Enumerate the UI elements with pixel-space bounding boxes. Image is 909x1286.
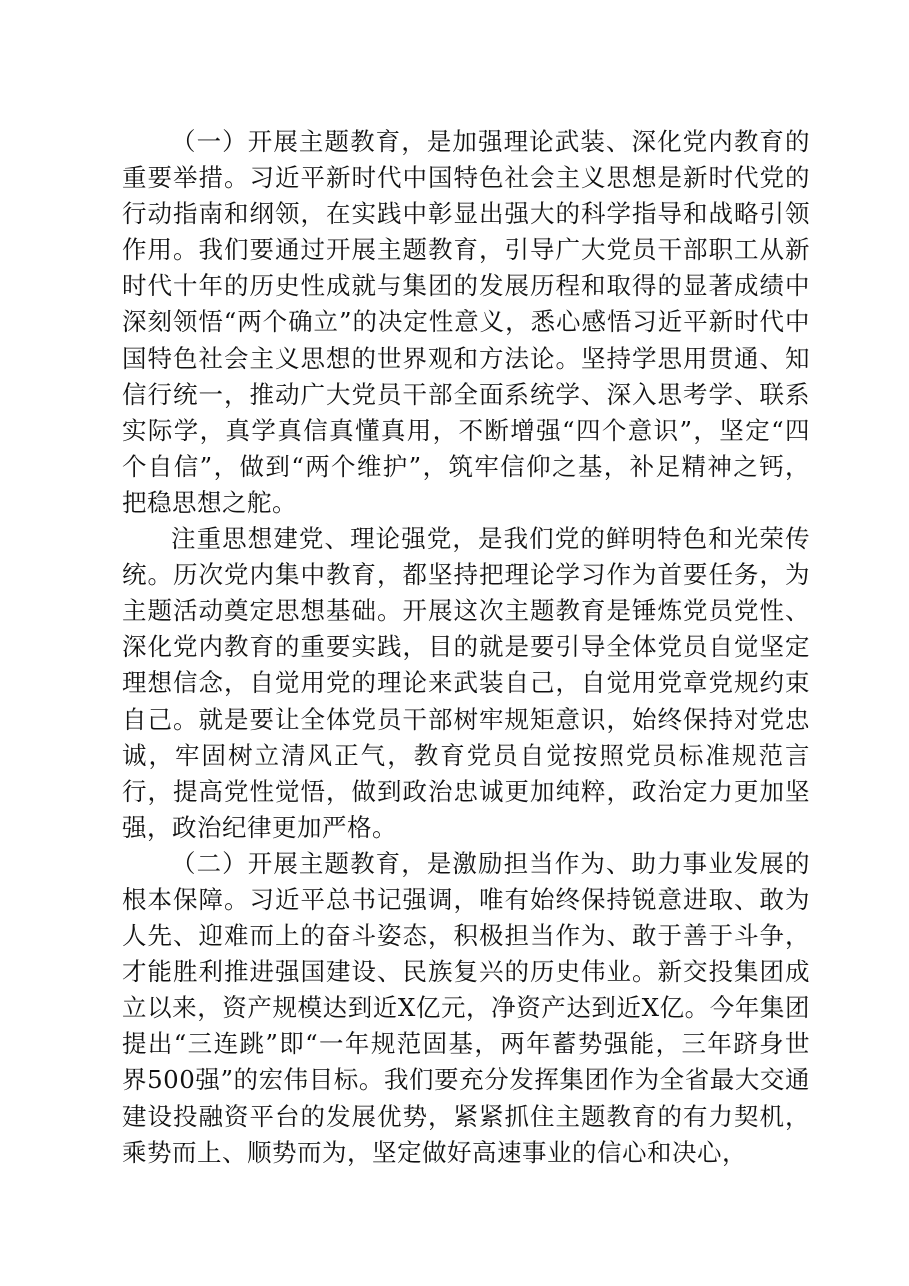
paragraph-section-two: （二）开展主题教育，是激励担当作为、助力事业发展的根本保障。习近平总书记强调，唯有始终保持锐意进取、敢为人先、迎难而上的奋斗姿态，积极担当作为、敢于善于斗争，才能胜利推进强国建设、民族复兴的历史伟业。新交投集团成立以来，资产规模达到近X亿元，净资产达到近X亿。今年集团提出“三连跳”即“一年规范固基，两年蓄势强能，三年跻身世界500强”的宏伟目标。我们要充分发挥集团作为全省最大交通建设投融资平台的发展优势，紧紧抓住主题教育的有力契机，乘势而上、顺势而为，坚定做好高速事业的信心和决心， (122, 848, 810, 1167)
document-body (122, 124, 810, 1171)
paragraph-theory: 注重思想建党、理论强党，是我们党的鲜明特色和光荣传统。历次党内集中教育，都坚持把理论学习作为首要任务，为主题活动奠定思想基础。开展这次主题教育是锤炼党员党性、深化党内教育的重要实践，目的就是要引导全体党员自觉坚定理想信念，自觉用党的理论来武装自己，自觉用党章党规约束自己。就是要让全体党员干部树牢规矩意识，始终保持对党忠诚，牢固树立清风正气，教育党员自觉按照党员标准规范言行，提高党性觉悟，做到政治忠诚更加纯粹，政治定力更加坚强，政治纪律更加严格。 (122, 524, 810, 842)
paragraph-section-one: （一）开展主题教育，是加强理论武装、深化党内教育的重要举措。习近平新时代中国特色社会主义思想是新时代党的行动指南和纲领，在实践中彰显出强大的科学指导和战略引领作用。我们要通过开展主题教育，引导广大党员干部职工从新时代十年的历史性成就与集团的发展历程和取得的显著成绩中深刻领悟“两个确立”的决定性意义，悉心感悟习近平新时代中国特色社会主义思想的世界观和方法论。坚持学思用贯通、知信行统一，推动广大党员干部全面系统学、深入思考学、联系实际学，真学真信真懂真用，不断增强“四个意识”，坚定“四个自信”，做到“两个维护”，筑牢信仰之基，补足精神之钙，把稳思想之舵。 (122, 127, 810, 517)
